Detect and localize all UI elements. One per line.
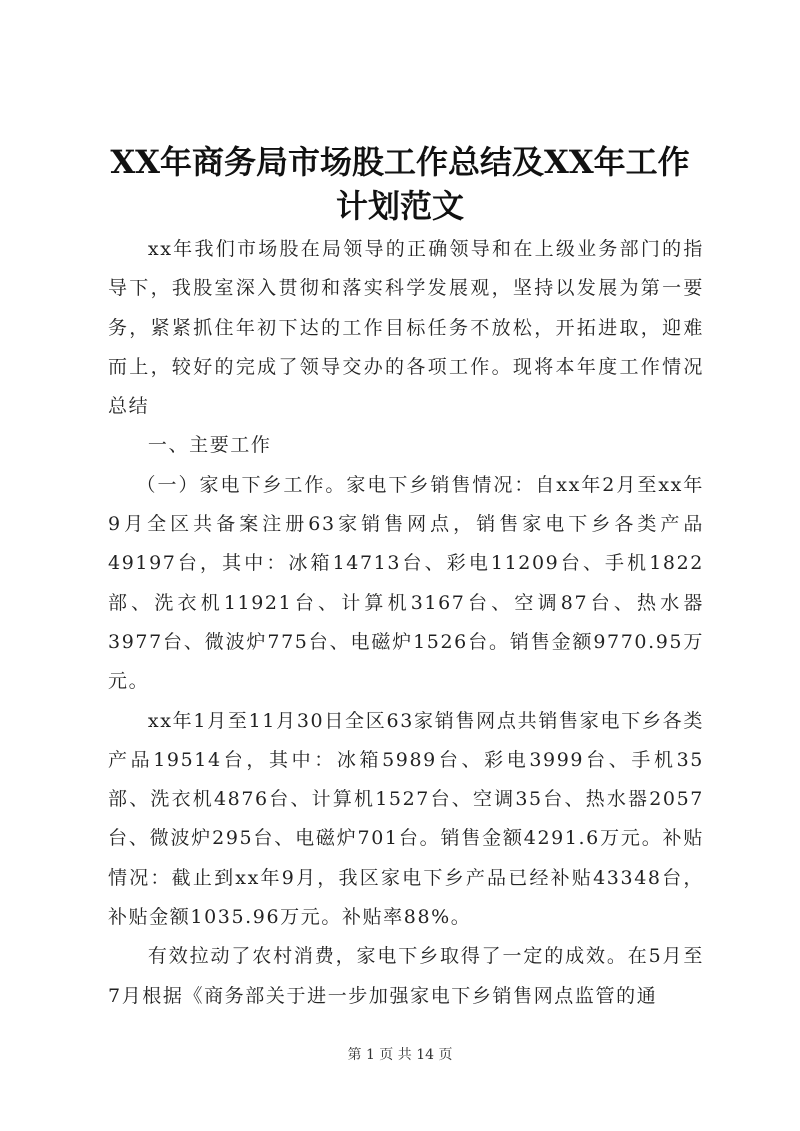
paragraph-effect: 有效拉动了农村消费，家电下乡取得了一定的成效。在5月至7月根据《商务部关于进一步加强家电下乡销售网点监管的通 (108, 945, 704, 1007)
page-footer: 第 1 页 共 14 页 (347, 1047, 453, 1063)
paragraph-appliance-sales: （一）家电下乡工作。家电下乡销售情况：自xx年2月至xx年9月全区共备案注册63家销售网点，销售家电下乡各类产品49197台，其中：冰箱14713台、彩电11209台、手机1822部、洗衣机11921台、计算机3167台、空调87台、热水器3977台、微波炉775台、电磁炉1526台。销售金额9770.95万元。 (108, 473, 704, 693)
paragraph-intro: xx年我们市场股在局领导的正确领导和在上级业务部门的指导下，我股室深入贯彻和落实科学发展观，坚持以发展为第一要务，紧紧抓住年初下达的工作目标任务不放松，开拓进取，迎难而上，较好的完成了领导交办的各项工作。现将本年度工作情况总结 (108, 238, 704, 418)
section-heading-main-work: 一、主要工作 (147, 434, 272, 457)
paragraph-sales-and-subsidy: xx年1月至11月30日全区63家销售网点共销售家电下乡各类产品19514台，其中：冰箱5989台、彩电3999台、手机35部、洗衣机4876台、计算机1527台、空调35台、热水器2057台、微波炉295台、电磁炉701台。销售金额4291.6万元。补贴情况：截止到xx年9月，我区家电下乡产品已经补贴43348台，补贴金额1035.96万元。补贴率88%。 (108, 709, 704, 929)
document-body (108, 230, 704, 1016)
document-title: XX年商务局市场股工作总结及XX年工作计划范文 (110, 143, 690, 225)
